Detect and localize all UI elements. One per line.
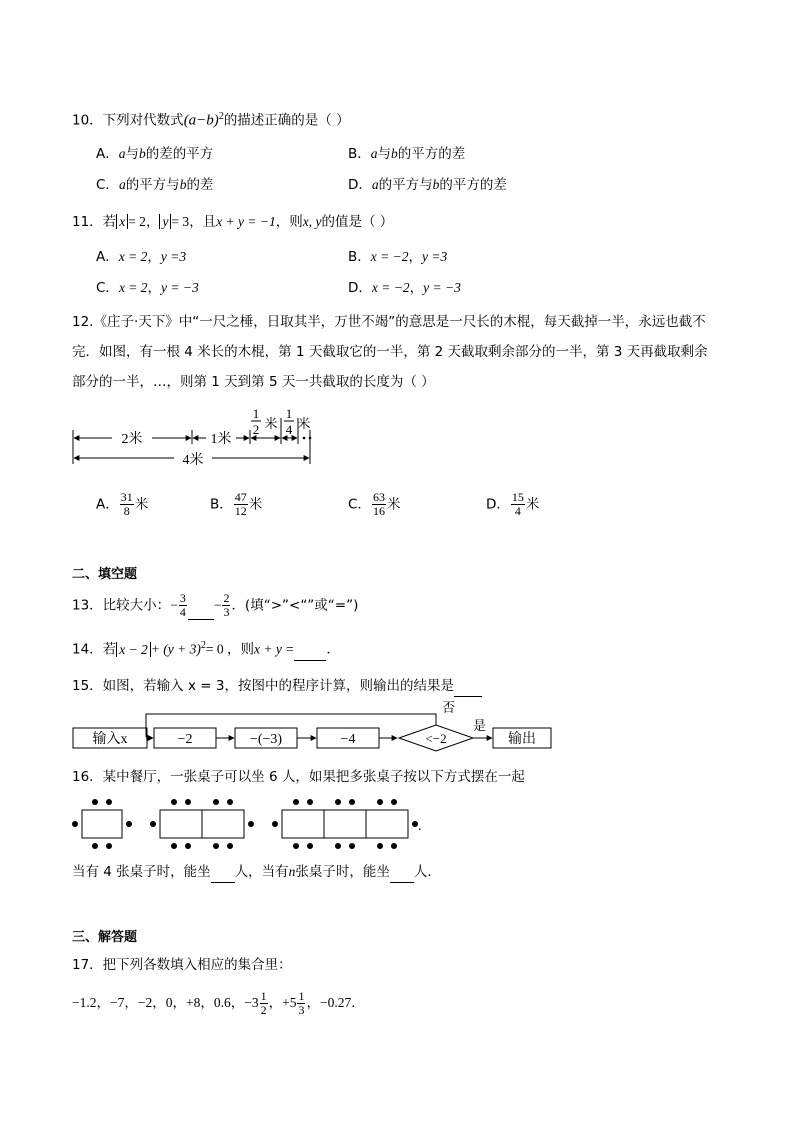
table-arrangement [66, 794, 436, 852]
q11-option-b[interactable]: B．x = −2，y =3 [348, 249, 448, 265]
no-label: 否 [442, 700, 456, 715]
q10-exp: 2 [218, 111, 224, 122]
op-3: −4 [340, 732, 356, 747]
q10-option-a[interactable] [96, 144, 213, 164]
fraction [297, 990, 305, 1017]
answer-blank[interactable] [454, 676, 482, 697]
option-text: 的平方的差 [439, 177, 507, 193]
x-value: x = −2 [370, 249, 409, 264]
half-den: 2 [252, 422, 260, 437]
option-label: B． [210, 496, 233, 513]
answer-blank[interactable] [211, 862, 235, 883]
numerator: 15 [511, 490, 524, 504]
option-label: A． [96, 249, 119, 265]
q15-stem-line [72, 676, 482, 697]
option-label: B． [348, 146, 371, 162]
var-b: b [139, 146, 146, 161]
half-unit: 米 [264, 416, 278, 431]
q12-line3: 部分的一半，…，则第 1 天到第 5 天一共截取的长度为（ ） [72, 374, 435, 390]
output-label: 输出 [508, 732, 536, 747]
q17-numbers [72, 990, 365, 1017]
denominator: 2 [260, 1003, 267, 1018]
denominator: 3 [223, 605, 230, 619]
q16-ans-c: 张桌子时，能坐 [295, 864, 390, 880]
q12-option-c[interactable] [348, 491, 400, 518]
numbers-b: ，+5 [268, 995, 297, 1010]
decision-label: <−2 [425, 731, 447, 746]
x-value: x = −2 [371, 280, 410, 295]
answer-blank[interactable] [294, 640, 326, 661]
numerator: 1 [260, 989, 267, 1004]
stick-diagram [66, 404, 326, 474]
eq2: = 3 [171, 214, 190, 229]
q12-option-d[interactable] [486, 491, 539, 518]
unit: 米 [525, 496, 540, 513]
option-text: 与 [125, 146, 139, 162]
fraction [179, 592, 187, 619]
q14 [72, 636, 340, 661]
abs-expr: x − 2 [116, 642, 151, 657]
var-a: a [118, 177, 126, 192]
q10-option-b[interactable] [348, 144, 465, 164]
abs-y: y [159, 214, 171, 229]
period: . [418, 819, 422, 834]
option-label: C． [348, 496, 371, 513]
numbers-a: −1.2，−7，−2，0，+8，0.6，−3 [72, 995, 259, 1010]
denominator: 3 [298, 1003, 305, 1018]
q11-stem-b: ，且 [189, 214, 217, 230]
option-label: D． [486, 496, 510, 513]
fraction [234, 491, 248, 518]
op-2: −(−3) [249, 732, 283, 747]
q16-ans-a: 当有 4 张桌子时，能坐 [72, 864, 211, 880]
q10-stem-a: 10．下列对代数式 [72, 112, 184, 129]
q13-tail: ．(填“>”<“”或“=”) [231, 597, 359, 614]
option-label: B． [348, 249, 371, 265]
answer-blank[interactable] [188, 593, 214, 620]
q10-stem [72, 107, 350, 131]
q12-option-a[interactable] [96, 491, 148, 518]
option-text: 的差 [186, 177, 214, 193]
option-text: 的平方与 [125, 177, 180, 193]
var-a: a [371, 177, 379, 192]
var-b: b [432, 177, 440, 192]
eq1: = 2 [128, 214, 146, 229]
q14-stem: 14．若 [72, 641, 117, 658]
q13-stem: 13．比较大小： [72, 597, 171, 614]
q17-stem: 17．把下列各数填入相应的集合里： [72, 957, 292, 973]
q11-stem-d: 的值是（ ） [321, 214, 394, 230]
fraction [372, 491, 386, 518]
numerator: 3 [179, 591, 186, 605]
half-num: 1 [252, 406, 260, 421]
q14-eq: = 0 ，则 [205, 641, 254, 657]
numerator: 1 [298, 989, 305, 1004]
option-text: 的平方与 [378, 177, 433, 193]
q16-stem: 16．某中餐厅，一张桌子可以坐 6 人，如果把多张桌子按以下方式摆在一起 [72, 769, 525, 785]
q13: 13．比较大小：− $\frac{3}{4}$ − $\frac{2}{3}$ ．(填“>”<“”或“=”) [72, 591, 359, 619]
numerator: 63 [372, 490, 385, 504]
seg2-label: 1米 [210, 432, 232, 447]
fraction [222, 592, 230, 619]
var-n: n [288, 864, 296, 879]
y-value: y =3 [160, 249, 187, 264]
section-title-fill-blank: 二、填空题 [72, 567, 138, 582]
option-label: C． [96, 280, 119, 296]
unit: 米 [386, 496, 401, 513]
var-b: b [179, 177, 187, 192]
q16-ans-b: 人，当有 [234, 864, 289, 880]
dot [309, 437, 312, 440]
denominator: 12 [234, 504, 247, 518]
seg1-label: 2米 [121, 432, 143, 447]
denominator: 4 [179, 605, 186, 619]
q11-stem: 11．若 x = 2， y = 3，且x + y = −1，则x, y的值是（ ） [72, 214, 394, 230]
option-label: C． [96, 177, 119, 193]
q12-option-b[interactable] [210, 491, 262, 518]
fraction [511, 491, 525, 518]
numerator: 2 [223, 591, 230, 605]
numerator: 47 [234, 490, 247, 504]
var-b: b [391, 146, 398, 161]
q10-option-d[interactable] [348, 175, 507, 195]
q11-option-a[interactable]: A．x = 2，y =3 [96, 249, 187, 265]
denominator: 8 [123, 504, 130, 518]
q12-line2: 完．如图，有一根 4 米长的木棍，第 1 天截取它的一半，第 2 天截取剩余部分的一半，第 3 天再截取剩余 [72, 344, 708, 360]
answer-blank[interactable] [390, 862, 414, 883]
total-label: 4米 [182, 453, 204, 468]
three-tables [272, 799, 418, 849]
option-text: 的差的平方 [145, 146, 214, 162]
q11-stem-a: 11．若 [72, 214, 117, 230]
fraction [120, 491, 134, 518]
q10-option-c[interactable] [96, 175, 213, 195]
option-text: 与 [377, 146, 392, 162]
input-label: 输入x [92, 732, 128, 747]
numerator: 31 [120, 490, 133, 504]
fraction [260, 990, 268, 1017]
exponent: 2 [200, 640, 206, 651]
q10-expr: (a−b) [183, 112, 219, 129]
quarter-unit: 米 [297, 416, 311, 431]
q15-stem: 15．如图，若输入 x = 3，按图中的程序计算，则输出的结果是 [72, 678, 454, 694]
var-a: a [118, 146, 126, 161]
vars: x, y [302, 214, 322, 229]
yes-label: 是 [473, 718, 487, 733]
abs-x: x [116, 214, 128, 229]
q14-tail: ． [326, 641, 340, 658]
q10-stem-b: 的描述正确的是（ ） [223, 112, 350, 129]
program-flowchart [66, 700, 566, 754]
option-label: A． [96, 496, 119, 513]
quarter-den: 4 [285, 422, 293, 437]
y-value: y = −3 [423, 280, 461, 295]
option-label: D． [348, 280, 372, 296]
dot [303, 437, 306, 440]
q14-expr: x + y = [254, 641, 295, 657]
two-tables [150, 799, 254, 849]
q11-option-c[interactable]: C．x = 2，y = −3 [96, 280, 199, 296]
var-a: a [370, 146, 378, 161]
y-value: y = −3 [161, 280, 199, 295]
q11-option-d[interactable]: D．x = −2，y = −3 [348, 280, 461, 296]
denominator: 4 [514, 504, 521, 518]
option-label: D． [348, 177, 372, 193]
x-value: x = 2 [118, 280, 148, 295]
condition: x + y = −1 [216, 214, 276, 229]
section-title-solve: 三、解答题 [72, 930, 138, 945]
x-value: x = 2 [118, 249, 148, 264]
quarter-num: 1 [285, 406, 293, 421]
one-table [72, 799, 132, 849]
option-label: A． [96, 146, 119, 162]
unit: 米 [248, 496, 263, 513]
square-expr: + (y + 3) [150, 641, 201, 657]
q12-line1: 12.《庄子·天下》中“一尺之棰，日取其半，万世不竭”的意思是一尺长的木棍，每天截掉一半，永远也截不 [72, 314, 706, 330]
q16-ans-d: 人． [413, 864, 441, 880]
numbers-c: ，−0.27． [306, 995, 365, 1010]
q16-answer [72, 862, 441, 883]
op-1: −2 [177, 732, 193, 747]
y-value: y =3 [421, 249, 448, 264]
denominator: 16 [372, 504, 385, 518]
option-text: 的平方的差 [397, 146, 466, 162]
q11-stem-c: ，则 [275, 214, 303, 230]
unit: 米 [134, 496, 149, 513]
